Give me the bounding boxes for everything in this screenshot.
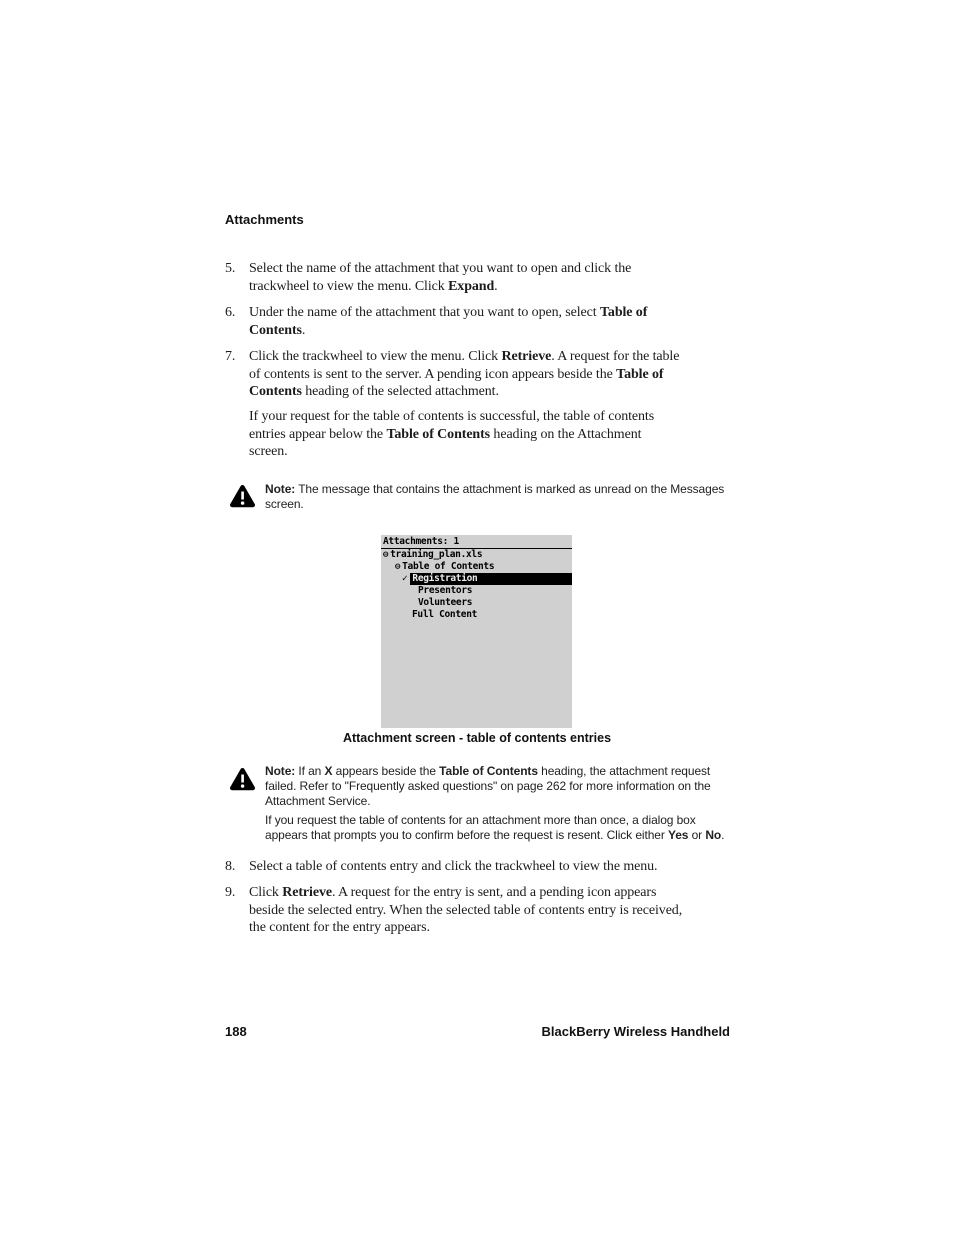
- step-number: 6.: [225, 305, 236, 320]
- screen-row-full-content: [381, 609, 572, 621]
- text-segment: screen.: [249, 444, 288, 460]
- step-text: [249, 884, 682, 937]
- step-number: 5.: [225, 261, 236, 276]
- attachment-name: training_plan.xls: [390, 549, 483, 560]
- screen-row-volunteers: [381, 597, 572, 609]
- result-paragraph: [249, 408, 654, 461]
- text-segment: heading, the attachment request: [537, 764, 711, 778]
- screen-row-toc-heading: [381, 561, 572, 573]
- page-footer: [225, 1024, 730, 1039]
- note-2-text-2: [265, 813, 724, 843]
- text-segment: Contents: [249, 322, 302, 338]
- text-segment: Under the name of the attachment that you want to open, select: [249, 305, 600, 320]
- check-icon: ✓: [402, 573, 408, 584]
- page-number: 188: [225, 1024, 247, 1039]
- screen-row-registration: [381, 573, 572, 585]
- screen-row-attachment: [381, 549, 572, 561]
- text-segment: Table of: [599, 305, 648, 320]
- text-segment: Note:: [265, 764, 296, 778]
- warning-icon: [229, 484, 256, 509]
- step-item-6: [225, 304, 647, 339]
- text-segment: screen.: [265, 496, 304, 511]
- step-number: 9.: [225, 885, 236, 900]
- text-segment: appears beside the: [332, 764, 440, 778]
- text-segment: Click: [249, 885, 283, 900]
- toc-entry: Full Content: [412, 609, 478, 620]
- text-segment: Retrieve: [501, 349, 552, 364]
- text-segment: trackwheel to view the menu. Click: [249, 278, 449, 294]
- screen-row-presentors: [381, 585, 572, 597]
- text-segment: Attachment Service.: [265, 793, 371, 808]
- figure-caption: Attachment screen - table of contents entries: [342, 731, 612, 745]
- collapse-icon: ⊖: [395, 562, 401, 572]
- device-screenshot: [381, 535, 572, 728]
- text-segment: Select the name of the attachment that you want to open and click the: [249, 261, 632, 276]
- step-item-9: [225, 884, 682, 937]
- text-segment: Expand: [448, 278, 495, 294]
- step-item-7: [225, 348, 679, 401]
- step-text: [249, 260, 631, 295]
- note-2-text-1: [265, 764, 711, 808]
- step-text: [249, 304, 647, 339]
- text-segment: Yes: [667, 827, 689, 842]
- text-segment: Contents: [249, 384, 302, 400]
- screen-title: Attachments: 1: [381, 535, 572, 549]
- text-segment: the content for the entry appears.: [249, 920, 430, 936]
- text-segment: of contents is sent to the server. A pending icon appears beside the: [249, 366, 617, 382]
- step-number: 8.: [225, 859, 236, 874]
- step-item-5: [225, 260, 631, 295]
- step-text: [249, 348, 679, 401]
- text-segment: Table of Contents: [439, 764, 538, 778]
- footer-title: BlackBerry Wireless Handheld: [541, 1024, 730, 1039]
- toc-entry: Volunteers: [418, 597, 473, 608]
- text-segment: If your request for the table of contents is successful, the table of contents: [249, 409, 655, 424]
- text-segment: X: [324, 764, 333, 778]
- text-segment: failed. Refer to "Frequently asked questions" on page 262 for more information on the: [265, 778, 711, 793]
- note-1-text: [265, 482, 724, 512]
- warning-icon: [229, 767, 256, 792]
- text-segment: heading on the Attachment: [490, 426, 642, 442]
- text-segment: heading of the selected attachment.: [301, 384, 499, 400]
- text-segment: .: [721, 827, 725, 842]
- text-segment: .: [494, 278, 498, 294]
- step-text: [249, 858, 657, 876]
- text-segment: No: [705, 827, 722, 842]
- text-segment: If an: [295, 764, 325, 778]
- text-segment: Note:: [265, 482, 296, 496]
- text-segment: Retrieve: [282, 885, 332, 900]
- text-segment: Select a table of contents entry and click the trackwheel to view the menu.: [249, 859, 658, 874]
- selected-entry: Registration: [410, 573, 572, 585]
- step-item-8: [225, 858, 657, 876]
- collapse-icon: ⊖: [383, 550, 389, 560]
- text-segment: entries appear below the: [249, 426, 387, 442]
- toc-entry: Presentors: [418, 585, 473, 596]
- text-segment: The message that contains the attachment is marked as unread on the Messages: [295, 482, 725, 496]
- text-segment: Click the trackwheel to view the menu. Click: [249, 349, 502, 364]
- section-heading: Attachments: [225, 212, 304, 227]
- text-segment: or: [688, 827, 706, 842]
- toc-heading: Table of Contents: [402, 561, 495, 572]
- text-segment: . A request for the table: [551, 349, 680, 364]
- text-segment: Table of: [616, 366, 664, 382]
- text-segment: beside the selected entry. When the selected table of contents entry is received,: [249, 902, 683, 918]
- text-segment: Table of Contents: [386, 426, 491, 442]
- text-segment: . A request for the entry is sent, and a pending icon appears: [331, 885, 657, 900]
- text-segment: .: [301, 322, 306, 338]
- step-number: 7.: [225, 349, 236, 364]
- text-segment: appears that prompts you to confirm before the request is resent. Click either: [265, 827, 668, 842]
- text-segment: If you request the table of contents for an attachment more than once, a dialog box: [265, 813, 696, 827]
